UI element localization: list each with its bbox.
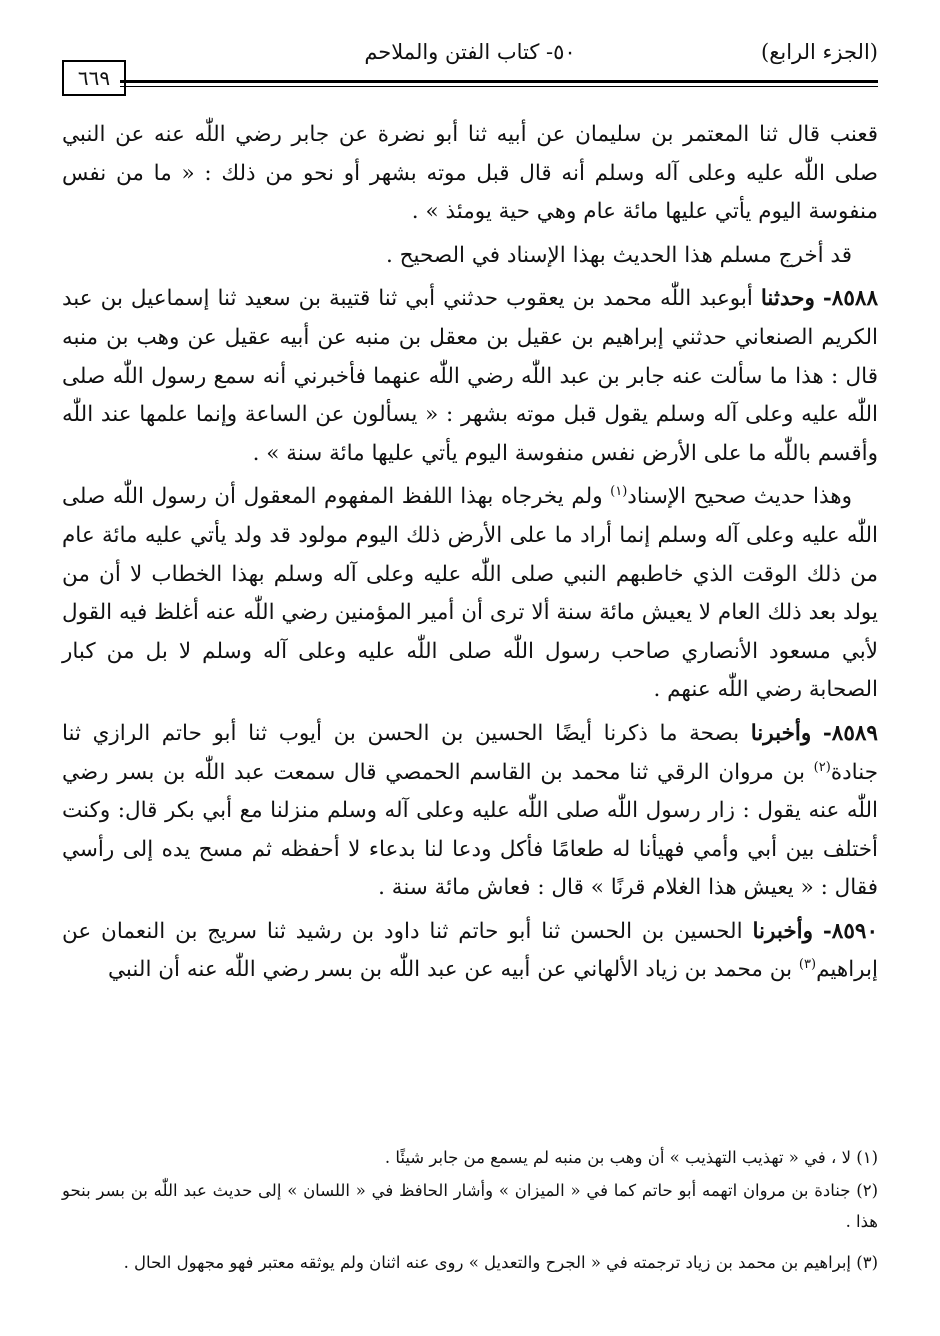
hadith-text: بصحة ما ذكرنا أيضًا الحسين بن الحسن بن أيوب ثنا أبو حاتم الرازي ثنا جنادة bbox=[62, 720, 878, 785]
paragraph bbox=[62, 478, 878, 710]
hadith-text: الحسين بن الحسن ثنا أبو حاتم ثنا داود بن رشيد ثنا سريج بن النعمان عن إبراهيم bbox=[62, 918, 878, 983]
paragraph-text: ولم يخرجاه بهذا اللفظ المفهوم المعقول أن رسول اللّٰه صلى اللّٰه عليه وعلى آله وسلم إنما أراد ما على الأرض ذلك اليوم مولود قد ولد يأتي عليه مائة عام من ذلك الوقت الذي خاطبهم النبي صلى اللّٰه عليه وعلى آله وسلم بهذا الخطاب لا أن من يولد بعد ذلك العام لا يعيش مائة سنة ألا ترى أن أمير المؤمنين رضي اللّٰه عنه أغلظ فيه القول لأبي مسعود الأنصاري صاحب رسول اللّٰه صلى اللّٰه عليه وعلى آله وسلم لا بل من كبار الصحابة رضي اللّٰه عنهم . bbox=[62, 484, 878, 703]
hadith-lead: وأخبرنا bbox=[752, 918, 813, 944]
main-text bbox=[62, 116, 878, 995]
hadith-8588 bbox=[62, 280, 878, 473]
paragraph: قعنب قال ثنا المعتمر بن سليمان عن أبيه ثنا أبو نضرة عن جابر رضي اللّٰه عنه عن النبي صلى اللّٰه عليه وعلى آله وسلم أنه قال قبل موته بشهر أو نحو من ذلك : « ما من نفس منفوسة اليوم يأتي عليها مائة عام وهي حية يومئذ » . bbox=[62, 122, 878, 225]
page-header bbox=[62, 34, 878, 98]
hadith-text: بن محمد بن زياد الألهاني عن أبيه عن عبد اللّٰه بن بسر رضي اللّٰه عنه أن النبي bbox=[108, 957, 793, 983]
footnote-ref: (٢) bbox=[813, 759, 831, 775]
footnote-1: (١) لا ، في « تهذيب التهذيب » أن وهب بن منبه لم يسمع من جابر شيئًا . bbox=[384, 1148, 878, 1167]
paragraph-text: وهذا حديث صحيح الإسناد bbox=[627, 484, 852, 510]
hadith-text: بن مروان الرقي ثنا محمد بن القاسم الحمصي قال سمعت عبد اللّٰه بن بسر رضي اللّٰه عنه يقول : زار رسول اللّٰه صلى اللّٰه عليه وعلى آله وسلم منزلنا مع أبي بكر قال: وكنت أختلف بين أبي وأمي فهيأنا له طعامًا فأكل ودعا لنا بدعاء لا أحفظه ثم مسح يده إلى رأسي فقال : « يعيش هذا الغلام قرنًا » قال : فعاش مائة سنة . bbox=[62, 759, 878, 901]
chapter-title: ٥٠- كتاب الفتن والملاحم bbox=[364, 40, 576, 64]
hadith-number: ٨٥٨٩- bbox=[822, 720, 878, 746]
footnote-ref: (١) bbox=[610, 484, 628, 500]
hadith-lead: وأخبرنا bbox=[750, 720, 812, 746]
hadith-8590 bbox=[62, 913, 878, 990]
footnote-ref: (٣) bbox=[798, 957, 817, 973]
header-rule-thin bbox=[120, 86, 878, 87]
volume-title: (الجزء الرابع) bbox=[761, 40, 878, 64]
page-number: ٦٦٩ bbox=[62, 60, 126, 96]
hadith-number: ٨٥٩٠- bbox=[822, 918, 878, 944]
paragraph: قد أخرج مسلم هذا الحديث بهذا الإسناد في الصحيح . bbox=[385, 242, 852, 268]
hadith-number: ٨٥٨٨- bbox=[822, 286, 878, 312]
header-rule bbox=[120, 80, 878, 83]
hadith-text: أبوعبد اللّٰه محمد بن يعقوب حدثني أبي ثنا قتيبة بن سعيد ثنا إسماعيل بن عبد الكريم الصنعاني حدثني إبراهيم بن عقيل بن معقل بن منبه عن أبيه عقيل عن وهب بن منبه قال : هذا ما سألت عنه جابر بن عبد اللّٰه رضي اللّٰه عنهما فأخبرني أنه سمع رسول اللّٰه صلى اللّٰه عليه وعلى آله وسلم يقول قبل موته بشهر : « يسألون عن الساعة وإنما علمها عند اللّٰه وأقسم باللّٰه ما على الأرض نفس منفوسة اليوم يأتي عليها مائة سنة » . bbox=[62, 286, 878, 466]
hadith-8589 bbox=[62, 715, 878, 908]
footnote-3: (٣) إبراهيم بن محمد بن زياد ترجمته في « الجرح والتعديل » روى عنه اثنان ولم يوثقه معتبر فهو مجهول الحال . bbox=[123, 1253, 878, 1272]
hadith-lead: وحدثنا bbox=[760, 286, 815, 312]
footnote-2: (٢) جنادة بن مروان اتهمه أبو حاتم كما في « الميزان » وأشار الحافظ في « اللسان » إلى حديث عبد اللّٰه بن بسر بنحو هذا . bbox=[62, 1181, 878, 1231]
footnotes bbox=[62, 1142, 878, 1280]
